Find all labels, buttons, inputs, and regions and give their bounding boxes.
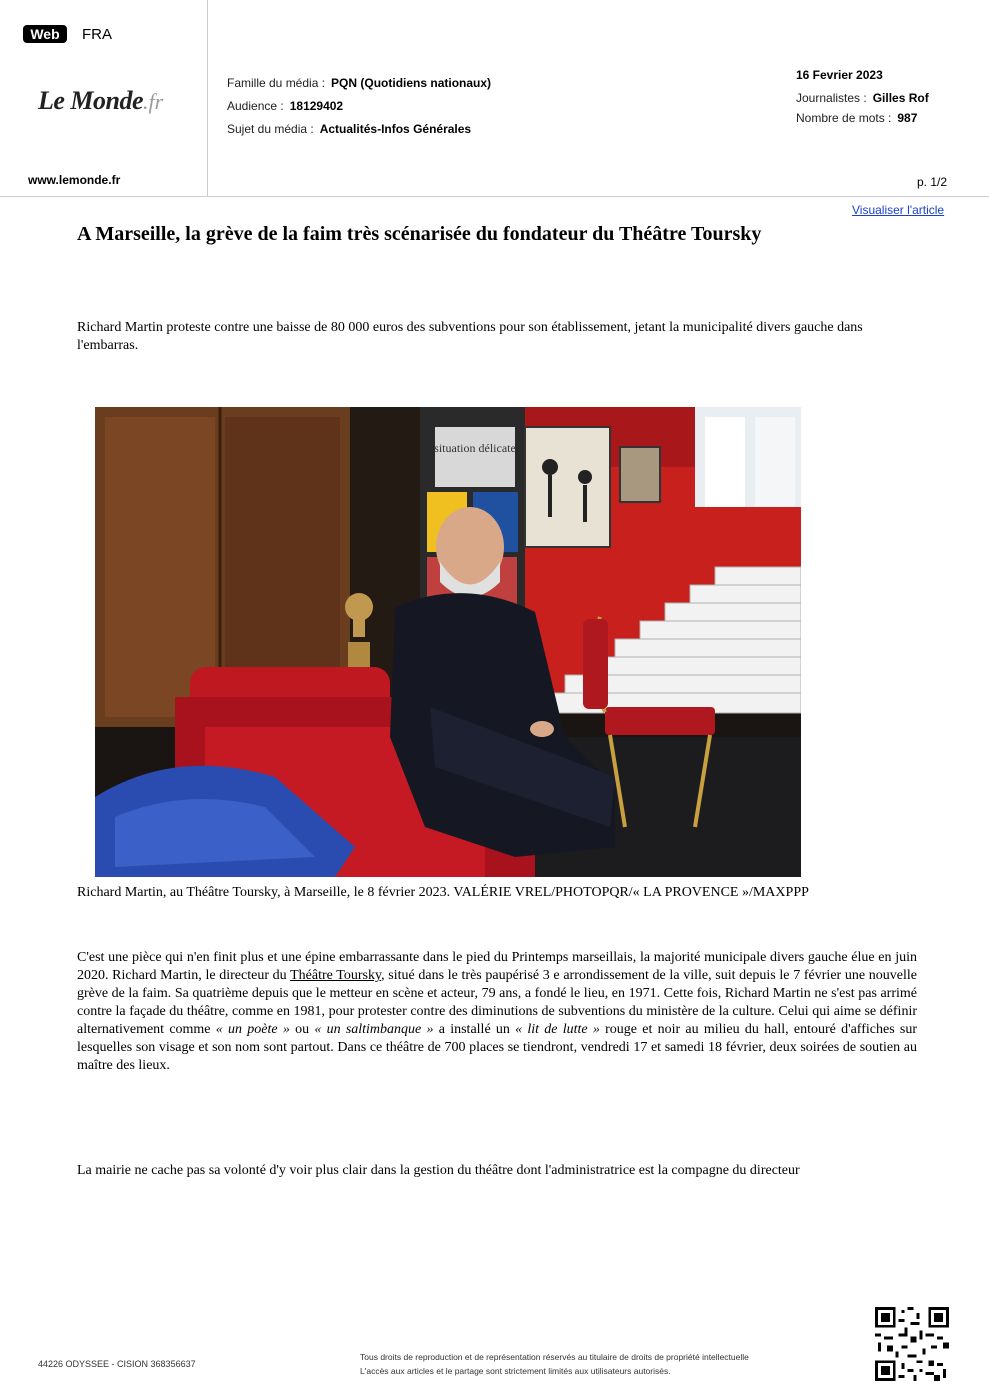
body-text-1: C'est une pièce qui n'en finit plus et une épine embarrassante dans le pied du Printemps marseillais, la majorité municipale divers gauche élue en juin 2020. Richard Martin, le directeur du xyxy=(77,950,917,983)
footer-reference: 44226 ODYSSEE - CISION 368356637 xyxy=(38,1359,196,1369)
meta-sujet xyxy=(227,121,471,137)
header-divider-horizontal xyxy=(0,196,989,197)
body-text-4: a installé un xyxy=(433,1022,516,1037)
theatre-toursky-link[interactable]: Théâtre Toursky xyxy=(290,968,382,983)
famille-value: PQN (Quotidiens nationaux) xyxy=(331,76,492,90)
quote-poete: « un poète » xyxy=(215,1022,290,1037)
mots-label: Nombre de mots : xyxy=(796,111,892,125)
meta-audience xyxy=(227,98,343,114)
poster-text: situation délicate xyxy=(434,441,516,455)
article-body xyxy=(77,949,917,1075)
audience-value: 18129402 xyxy=(289,99,344,113)
quote-lit-de-lutte: « lit de lutte » xyxy=(515,1022,600,1037)
sujet-value: Actualités-Infos Générales xyxy=(319,122,472,136)
qr-code xyxy=(875,1307,949,1381)
web-badge: Web xyxy=(23,25,67,43)
meta-mots xyxy=(796,110,917,126)
audience-label: Audience : xyxy=(227,99,284,113)
header-divider-vertical xyxy=(207,0,208,196)
meta-journalistes xyxy=(796,90,929,106)
article-photo xyxy=(95,407,801,877)
body-text-2: , situé dans le très paupérisé 3 e arrondissement de la ville, suit depuis le 7 février une nouvelle grève de la faim. Sa quatrième depuis que le metteur en scène et acteur, 79 ans, a fondé le lieu, en 1971. Cette fois, Richard Martin ne s'est pas arrimé contre la façade du théâtre, comme en 1981, pour protester contre des diminutions de subventions du ministère de la culture. Celui qui aime se définir alternativement comme xyxy=(77,968,917,1037)
meta-famille xyxy=(227,75,491,91)
logo-suffix: .fr xyxy=(143,89,164,114)
view-article-link[interactable]: Visualiser l'article xyxy=(852,203,945,217)
logo-text: Le Monde xyxy=(38,86,144,115)
site-url: www.lemonde.fr xyxy=(28,173,121,187)
mots-value: 987 xyxy=(897,111,918,125)
journalistes-label: Journalistes : xyxy=(796,91,867,105)
publication-date: 16 Fevrier 2023 xyxy=(796,68,883,82)
footer-rights xyxy=(360,1350,870,1378)
body-text-3: ou xyxy=(289,1022,315,1037)
page-number: p. 1/2 xyxy=(917,175,948,189)
famille-label: Famille du média : xyxy=(227,76,326,90)
article-title: A Marseille, la grève de la faim très scénarisée du fondateur du Théâtre Toursky xyxy=(77,223,762,245)
article-body-last-paragraph: La mairie ne cache pas sa volonté d'y voir plus clair dans la gestion du théâtre dont l'administratrice est la compagne du directeur xyxy=(77,1163,800,1178)
sujet-label: Sujet du média : xyxy=(227,122,314,136)
body-text-5: rouge et noir au milieu du hall, entouré d'affiches sur lesquelles son visage et son nom sont partout. Dans ce théâtre de 700 places se tiendront, vendredi 17 et samedi 18 février, deux soirées de soutien au maître des lieux. xyxy=(77,1022,918,1073)
photo-caption: Richard Martin, au Théâtre Toursky, à Marseille, le 8 février 2023. VALÉRIE VREL/PHOTOPQR/« LA PROVENCE »/MAXPPP xyxy=(77,885,809,900)
le-monde-logo xyxy=(38,86,188,118)
footer-rights-line1: Tous droits de reproduction et de représentation réservés au titulaire de droits de propriété intellectuelle xyxy=(360,1352,749,1362)
quote-saltimbanque: « un saltimbanque » xyxy=(314,1022,434,1037)
language-label: FRA xyxy=(82,26,112,43)
journalistes-value: Gilles Rof xyxy=(872,91,929,105)
article-lead: Richard Martin proteste contre une baisse de 80 000 euros des subventions pour son établissement, jetant la municipalité divers gauche dans l'embarras. xyxy=(77,320,863,353)
footer-rights-line2: L'accès aux articles et le partage sont strictement limités aux utilisateurs autorisés. xyxy=(360,1366,671,1376)
